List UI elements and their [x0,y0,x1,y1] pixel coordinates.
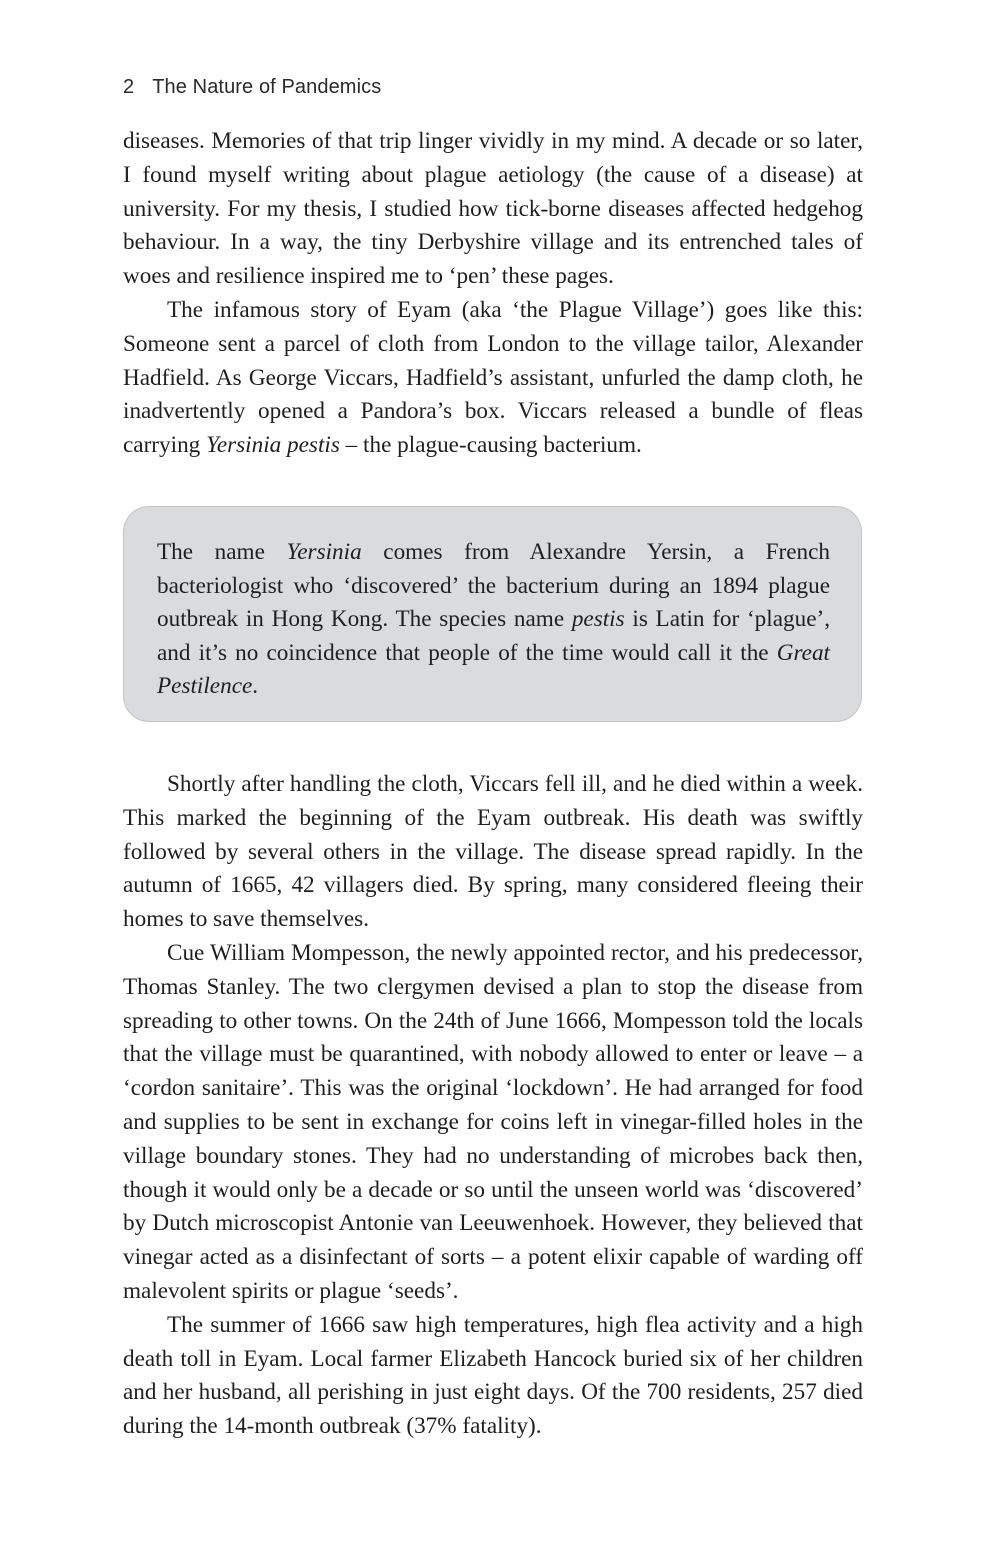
running-title: The Nature of Pandemics [152,76,382,98]
paragraph-quarantine: Cue William Mompesson, the newly appointed rector, and his predecessor, Thomas Stanley. The two clergymen devised a plan to stop the disease from spreading to other towns. On the 24th of June 1666, Mompesson told the locals that the village must be quarantined, with nobody allowed to enter or leave – a ‘cordon sanitaire’. This was the original ‘lockdown’. He had arranged for food and supplies to be sent in exchange for coins left in vinegar-filled holes in the village boundary stones. They had no understanding of microbes back then, though it would only be a decade or so until the unseen world was ‘discovered’ by Dutch microscopist Antonie van Leeuwenhoek. However, they believed that vinegar acted as a disinfectant of sorts – a potent elixir capable of warding off malevolent spirits or plague ‘seeds’. [123,939,863,1304]
italic-term: Great Pestilence [157,639,830,700]
paragraph-eyam-story: The infamous story of Eyam (aka ‘the Plague Village’) goes like this: Someone sent a parcel of cloth from London to the village tailor, Alexander Hadfield. As George Viccars, Hadfield’s assistant, unfurled the damp cloth, he inadvertently opened a Pandora’s box. Viccars released a bundle of fleas carrying Yersinia pestis – the plague-causing bacterium. [123,296,863,459]
sidebar-note-text: The name Yersinia comes from Alexandre Yersin, a French bacteriologist who ‘discovered’ the bacterium during an 1894 plague outbreak in Hong Kong. The species name pestis is Latin for ‘plague’, and it’s no coincidence that people of the time would call it the Great Pestilence. [157,539,831,700]
italic-term: Yersinia pestis [206,432,340,459]
running-head [123,76,381,99]
italic-term: Yersinia [286,539,362,565]
italic-term: pestis [571,606,625,633]
paragraph-death-toll: The summer of 1666 saw high temperatures, high flea activity and a high death toll in Eyam. Local farmer Elizabeth Hancock buried six of her children and her husband, all perishing in just eight days. Of the 700 residents, 257 died during the 14-month outbreak (37% fatality). [123,1311,863,1440]
paragraph-continued: diseases. Memories of that trip linger vividly in my mind. A decade or so later, I found myself writing about plague aetiology (the cause of a disease) at university. For my thesis, I studied how tick-borne diseases affected hedgehog behaviour. In a way, the tiny Derbyshire village and its entrenched tales of woes and resilience inspired me to ‘pen’ these pages. [123,128,863,290]
body-text-bottom [123,768,863,1444]
sidebar-note-box [123,506,862,722]
body-text-top [123,125,863,463]
page-number: 2 [123,76,135,98]
paragraph-outbreak-start: Shortly after handling the cloth, Viccars fell ill, and he died within a week. This marked the beginning of the Eyam outbreak. His death was swiftly followed by several others in the village. The disease spread rapidly. In the autumn of 1665, 42 villagers died. By spring, many considered fleeing their homes to save themselves. [123,771,863,933]
